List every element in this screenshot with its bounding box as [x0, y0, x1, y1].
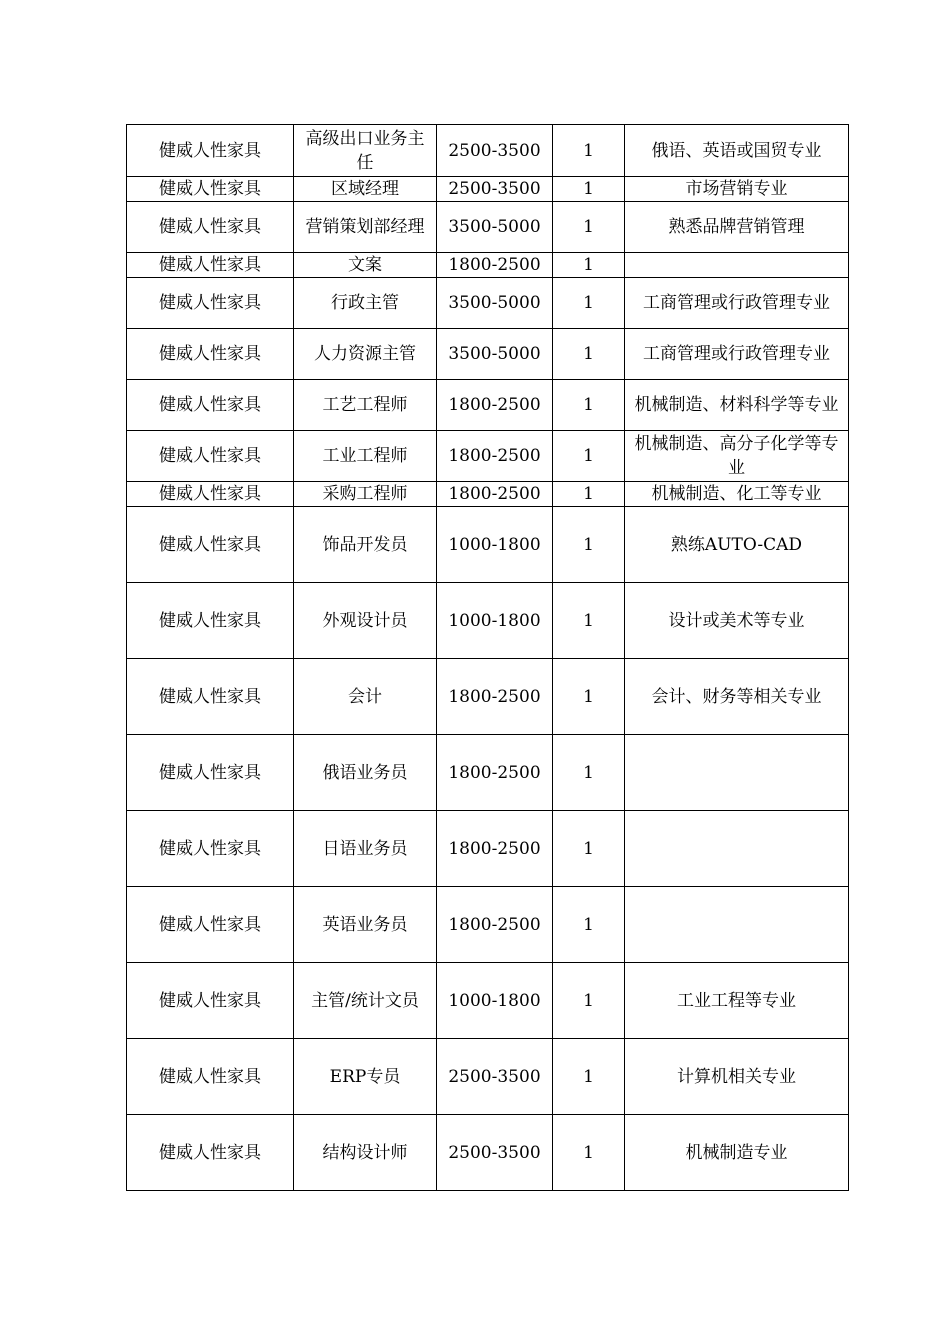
requirement-cell: 会计、财务等相关专业 [625, 659, 849, 735]
salary-cell: 1800-2500 [437, 735, 553, 811]
requirement-cell: 熟悉品牌营销管理 [625, 202, 849, 253]
company-cell: 健威人性家具 [127, 1039, 294, 1115]
position-cell: 采购工程师 [294, 482, 437, 507]
table-row [127, 811, 849, 887]
salary-cell: 1000-1800 [437, 583, 553, 659]
count-cell: 1 [553, 482, 625, 507]
position-cell: 外观设计员 [294, 583, 437, 659]
salary-cell: 2500-3500 [437, 1115, 553, 1191]
table-row [127, 329, 849, 380]
salary-cell: 3500-5000 [437, 202, 553, 253]
position-cell: 俄语业务员 [294, 735, 437, 811]
count-cell: 1 [553, 380, 625, 431]
count-cell: 1 [553, 507, 625, 583]
count-cell: 1 [553, 1039, 625, 1115]
table-row [127, 125, 849, 177]
salary-cell: 1000-1800 [437, 507, 553, 583]
requirement-cell [625, 811, 849, 887]
salary-cell: 1800-2500 [437, 380, 553, 431]
salary-cell: 3500-5000 [437, 278, 553, 329]
requirement-cell: 机械制造、材料科学等专业 [625, 380, 849, 431]
table-row [127, 1039, 849, 1115]
requirement-cell: 俄语、英语或国贸专业 [625, 125, 849, 177]
company-cell: 健威人性家具 [127, 329, 294, 380]
position-cell: 工业工程师 [294, 431, 437, 482]
company-cell: 健威人性家具 [127, 811, 294, 887]
requirement-cell: 市场营销专业 [625, 177, 849, 202]
position-cell: 主管/统计文员 [294, 963, 437, 1039]
salary-cell: 2500-3500 [437, 177, 553, 202]
salary-cell: 1800-2500 [437, 253, 553, 278]
count-cell: 1 [553, 329, 625, 380]
company-cell: 健威人性家具 [127, 380, 294, 431]
count-cell: 1 [553, 125, 625, 177]
table-row [127, 482, 849, 507]
requirement-cell: 计算机相关专业 [625, 1039, 849, 1115]
company-cell: 健威人性家具 [127, 507, 294, 583]
count-cell: 1 [553, 963, 625, 1039]
requirement-cell: 熟练AUTO-CAD [625, 507, 849, 583]
requirement-cell: 工商管理或行政管理专业 [625, 329, 849, 380]
company-cell: 健威人性家具 [127, 253, 294, 278]
requirement-cell [625, 253, 849, 278]
table-row [127, 431, 849, 482]
company-cell: 健威人性家具 [127, 583, 294, 659]
company-cell: 健威人性家具 [127, 482, 294, 507]
table-row [127, 659, 849, 735]
position-cell: ERP专员 [294, 1039, 437, 1115]
company-cell: 健威人性家具 [127, 735, 294, 811]
salary-cell: 1800-2500 [437, 482, 553, 507]
table-row [127, 253, 849, 278]
company-cell: 健威人性家具 [127, 431, 294, 482]
table-row [127, 507, 849, 583]
requirement-cell: 工商管理或行政管理专业 [625, 278, 849, 329]
position-cell: 日语业务员 [294, 811, 437, 887]
table-row [127, 963, 849, 1039]
salary-cell: 3500-5000 [437, 329, 553, 380]
requirement-cell: 机械制造、高分子化学等专业 [625, 431, 849, 482]
requirement-cell [625, 735, 849, 811]
table-row [127, 1115, 849, 1191]
count-cell: 1 [553, 659, 625, 735]
count-cell: 1 [553, 887, 625, 963]
count-cell: 1 [553, 177, 625, 202]
count-cell: 1 [553, 1115, 625, 1191]
table-row [127, 735, 849, 811]
job-listings-table [126, 124, 849, 1191]
company-cell: 健威人性家具 [127, 887, 294, 963]
requirement-cell: 工业工程等专业 [625, 963, 849, 1039]
requirement-cell: 机械制造专业 [625, 1115, 849, 1191]
table-row [127, 380, 849, 431]
company-cell: 健威人性家具 [127, 177, 294, 202]
salary-cell: 2500-3500 [437, 125, 553, 177]
requirement-cell: 机械制造、化工等专业 [625, 482, 849, 507]
count-cell: 1 [553, 202, 625, 253]
count-cell: 1 [553, 278, 625, 329]
salary-cell: 1800-2500 [437, 811, 553, 887]
salary-cell: 1800-2500 [437, 659, 553, 735]
table-row [127, 583, 849, 659]
salary-cell: 1800-2500 [437, 431, 553, 482]
table-row [127, 887, 849, 963]
table-row [127, 177, 849, 202]
requirement-cell: 设计或美术等专业 [625, 583, 849, 659]
position-cell: 高级出口业务主任 [294, 125, 437, 177]
count-cell: 1 [553, 253, 625, 278]
position-cell: 结构设计师 [294, 1115, 437, 1191]
position-cell: 人力资源主管 [294, 329, 437, 380]
company-cell: 健威人性家具 [127, 659, 294, 735]
table-row [127, 278, 849, 329]
table-row [127, 202, 849, 253]
company-cell: 健威人性家具 [127, 202, 294, 253]
count-cell: 1 [553, 431, 625, 482]
position-cell: 工艺工程师 [294, 380, 437, 431]
position-cell: 英语业务员 [294, 887, 437, 963]
count-cell: 1 [553, 811, 625, 887]
company-cell: 健威人性家具 [127, 963, 294, 1039]
salary-cell: 2500-3500 [437, 1039, 553, 1115]
company-cell: 健威人性家具 [127, 278, 294, 329]
company-cell: 健威人性家具 [127, 125, 294, 177]
requirement-cell [625, 887, 849, 963]
position-cell: 饰品开发员 [294, 507, 437, 583]
position-cell: 行政主管 [294, 278, 437, 329]
position-cell: 文案 [294, 253, 437, 278]
salary-cell: 1800-2500 [437, 887, 553, 963]
salary-cell: 1000-1800 [437, 963, 553, 1039]
position-cell: 会计 [294, 659, 437, 735]
count-cell: 1 [553, 735, 625, 811]
company-cell: 健威人性家具 [127, 1115, 294, 1191]
position-cell: 区域经理 [294, 177, 437, 202]
position-cell: 营销策划部经理 [294, 202, 437, 253]
count-cell: 1 [553, 583, 625, 659]
